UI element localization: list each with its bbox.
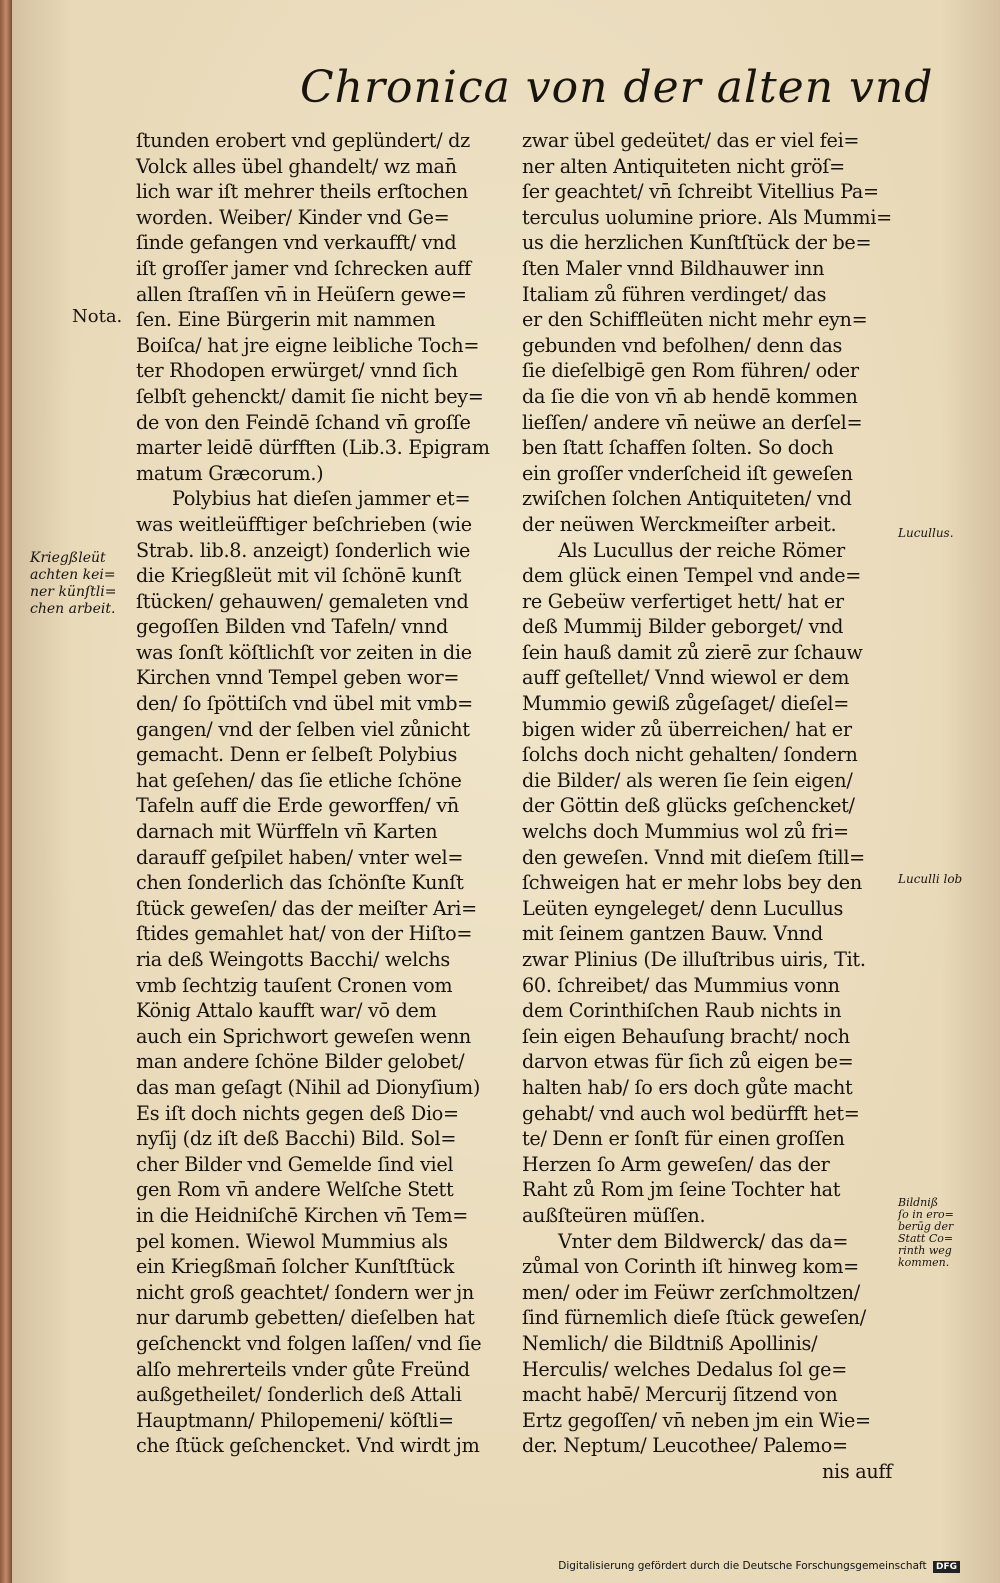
text-line: Leüten eyngeleget/ denn Lucullus <box>522 896 844 920</box>
text-line: ſinde gefangen vnd verkaufft/ vnd <box>136 231 457 255</box>
text-line: Hauptmann/ Philopemeni/ köſtli= <box>136 1408 454 1432</box>
text-line: die Bilder/ als weren ſie ſein eigen/ <box>522 768 853 792</box>
text-line: che ſtück geſchencket. Vnd wirdt jm <box>136 1434 480 1458</box>
text-line: darvon etwas für ſich zů eigen be= <box>522 1050 854 1074</box>
text-line: Italiam zů führen verdinget/ das <box>522 282 827 306</box>
text-line: Volck alles übel ghandelt/ wz man̄ <box>136 154 457 178</box>
text-line: nicht groß geachtet/ ſondern wer jn <box>136 1280 474 1304</box>
text-line: deß Mummij Bilder geborget/ vnd <box>522 615 844 639</box>
text-line: die Kriegßleüt mit vil ſchönē kunſt <box>136 564 462 588</box>
marginal-line: rinth weg <box>898 1244 952 1257</box>
text-line: Vnter dem Bildwerck/ das da= <box>558 1229 849 1253</box>
text-line: Kirchen vnnd Tempel geben wor= <box>136 666 460 690</box>
text-line: außſteüren müſſen. <box>522 1203 706 1227</box>
marginal-line: chen arbeit. <box>30 601 116 617</box>
text-line: iſt groſſer jamer vnd ſchrecken auff <box>136 256 471 280</box>
text-line: gehabt/ vnd auch wol bedürfft het= <box>522 1101 860 1125</box>
page-edge <box>0 0 12 1583</box>
marginal-line: ner künſtli= <box>30 584 117 600</box>
text-line: ſtück geweſen/ das der meiſter Ari= <box>136 896 477 920</box>
marginal-note-kriegsleut <box>30 550 116 618</box>
text-line: den/ ſo ſpöttiſch vnd übel mit vmb= <box>136 692 473 716</box>
text-line: te/ Denn er ſonſt für einen groſſen <box>522 1127 845 1151</box>
text-line: König Attalo kaufft war/ vō dem <box>136 999 437 1023</box>
text-line: nur darumb gebetten/ dieſelben hat <box>136 1306 475 1330</box>
text-line: Mummio gewiß zůgeſaget/ dieſel= <box>522 692 849 716</box>
text-line: chen ſonderlich das ſchönſte Kunſt <box>136 871 464 895</box>
text-line: er den Schiffleüten nicht mehr eyn= <box>522 308 868 332</box>
text-line: ner alten Antiquiteten nicht gröſ= <box>522 154 845 178</box>
digitization-footer <box>558 1560 960 1573</box>
text-line: allen ſtraſſen vn̄ in Heüſern gewe= <box>136 282 467 306</box>
text-line: Strab. lib.8. anzeigt) ſonderlich wie <box>136 538 471 562</box>
text-line: re Gebeüw verfertiget hett/ hat er <box>522 589 844 613</box>
text-line: Herzen ſo Arm geweſen/ das der <box>522 1152 830 1176</box>
text-line: Raht zů Rom jm ſeine Tochter hat <box>522 1178 841 1202</box>
text-line: Boiſca/ hat jre eigne leibliche Toch= <box>136 333 480 357</box>
text-line: außgetheilet/ ſonderlich deß Attali <box>136 1383 462 1407</box>
marginal-line: ſo in ero= <box>898 1208 954 1221</box>
marginal-line: berūg der <box>898 1220 954 1233</box>
text-line: marter leidē dürfften (Lib.3. Epigram <box>136 436 490 460</box>
text-line: ſelbſt gehenckt/ damit ſie nicht bey= <box>136 384 484 408</box>
text-line: der. Neptum/ Leucothee/ Palemo= <box>522 1434 848 1458</box>
text-line: bigen wider zů überreichen/ hat er <box>522 717 852 741</box>
text-line: ſen. Eine Bürgerin mit nammen <box>136 308 436 332</box>
text-line: ſtunden erobert vnd geplündert/ dz <box>136 129 470 152</box>
marginal-note-lucullus: Lucullus. <box>898 526 954 540</box>
text-line: ſie dieſelbigē gen Rom führen/ oder <box>522 359 859 383</box>
marginal-note-nota: Nota. <box>72 306 123 327</box>
text-line: ria deß Weingotts Bacchi/ welchs <box>136 948 450 971</box>
text-line: cher Bilder vnd Gemelde ſind viel <box>136 1152 454 1176</box>
dfg-logo: DFG <box>933 1561 960 1573</box>
text-line: 60. ſchreibet/ das Mummius vonn <box>522 973 840 997</box>
marginal-line: kommen. <box>898 1256 950 1269</box>
text-line: ſolchs doch nicht gehalten/ ſondern <box>522 743 858 767</box>
text-line: gegoſſen Bilden vnd Tafeln/ vnnd <box>136 615 449 639</box>
text-line: hat geſehen/ das ſie etliche ſchöne <box>136 768 462 792</box>
text-line: macht habē/ Mercurij ſitzend von <box>522 1383 838 1407</box>
text-line: ſein eigen Behauſung bracht/ noch <box>522 1024 850 1048</box>
text-line: nyſij (dz iſt deß Bacchi) Bild. Sol= <box>136 1127 457 1151</box>
text-line: da ſie die von vn̄ ab hendē kommen <box>522 384 858 408</box>
text-line: in die Heidniſchē Kirchen vn̄ Tem= <box>136 1203 469 1227</box>
text-line: auff geſtellet/ Vnnd wiewol er dem <box>522 666 850 690</box>
text-line: gebunden vnd befolhen/ denn das <box>522 333 843 357</box>
text-line: was ſonſt köſtlichſt vor zeiten in die <box>136 640 472 664</box>
left-text-column <box>136 128 506 1459</box>
text-line: vmb ſechtzig tauſent Cronen vom <box>136 973 453 997</box>
text-line: us die herzlichen Kunſtſtück der be= <box>522 231 872 255</box>
text-line: nis auff <box>821 1459 892 1483</box>
text-line: alſo mehrerteils vnder gůte Freünd <box>136 1357 470 1381</box>
text-line: Herculis/ welches Dedalus ſol ge= <box>522 1357 847 1381</box>
text-line: ſtücken/ gehauwen/ gemaleten vnd <box>136 589 469 613</box>
text-line: zwar übel gedeütet/ das er viel fei= <box>522 129 860 152</box>
text-line: man andere ſchöne Bilder gelobet/ <box>136 1050 465 1074</box>
text-line: ter Rhodopen erwürget/ vnnd ſich <box>136 359 458 383</box>
text-line: Polybius hat dieſen jammer et= <box>172 487 471 511</box>
text-line: der neüwen Werckmeiſter arbeit. <box>522 512 837 536</box>
text-line: matum Græcorum.) <box>136 461 324 485</box>
text-line: worden. Weiber/ Kinder vnd Ge= <box>136 205 450 229</box>
running-header: Chronica von der alten vnd <box>300 62 934 113</box>
marginal-note-luculli-lob: Luculli lob <box>898 872 963 886</box>
text-line: men/ oder im Feüwr zerſchmoltzen/ <box>522 1280 860 1304</box>
right-text-column <box>522 128 892 1484</box>
text-line: ben ſtatt ſchaffen ſolten. So doch <box>522 436 834 460</box>
text-line: halten hab/ ſo ers doch gůte macht <box>522 1075 853 1099</box>
text-line: darauff geſpilet haben/ vnter wel= <box>136 845 464 869</box>
text-line: ſind fürnemlich dieſe ſtück geweſen/ <box>522 1306 866 1330</box>
marginal-line: Statt Co= <box>898 1232 954 1245</box>
marginal-note-bildniss <box>898 1197 954 1269</box>
text-line: gangen/ vnd der ſelben viel zůnicht <box>136 717 470 741</box>
text-line: was weitleüfftiger beſchrieben (wie <box>136 512 472 536</box>
text-line: ein Kriegßman̄ ſolcher Kunſtſtück <box>136 1255 455 1279</box>
text-line: ſer geachtet/ vn̄ ſchreibt Vitellius Pa= <box>522 180 879 204</box>
text-line: lieſſen/ andere vn̄ neüwe an derſel= <box>522 410 863 434</box>
text-line: ſchweigen hat er mehr lobs bey den <box>522 871 862 895</box>
text-line: pel komen. Wiewol Mummius als <box>136 1229 448 1253</box>
text-line: dem Corinthiſchen Raub nichts in <box>522 999 842 1023</box>
text-line: Es iſt doch nichts gegen deß Dio= <box>136 1101 459 1125</box>
text-line: ſein hauß damit zů zierē zur ſchauw <box>522 640 863 664</box>
text-line: den geweſen. Vnnd mit dieſem ſtill= <box>522 845 865 869</box>
text-line: auch ein Sprichwort geweſen wenn <box>136 1024 471 1048</box>
text-line: welchs doch Mummius wol zů fri= <box>522 820 849 844</box>
text-line: ſtides gemahlet hat/ von der Hiſto= <box>136 922 473 946</box>
text-line: Nemlich/ die Bildtniß Apollinis/ <box>522 1331 818 1355</box>
text-line: lich war iſt mehrer theils erſtochen <box>136 180 468 204</box>
text-line: mit ſeinem gantzen Bauw. Vnnd <box>522 922 823 946</box>
text-line: Als Lucullus der reiche Römer <box>558 538 845 562</box>
text-line: terculus uolumine priore. Als Mummi= <box>522 205 892 229</box>
text-line: ein groſſer vnderſcheid iſt geweſen <box>522 461 853 485</box>
text-line: Tafeln auff die Erde geworffen/ vn̄ <box>136 794 459 818</box>
text-line: ſten Maler vnnd Bildhauwer inn <box>522 256 825 280</box>
text-line: Ertz gegoſſen/ vn̄ neben jm ein Wie= <box>522 1408 871 1432</box>
text-line: zwiſchen ſolchen Antiquiteten/ vnd <box>522 487 852 511</box>
marginal-line: achten kei= <box>30 567 116 583</box>
footer-text: Digitalisierung gefördert durch die Deutsche Forschungsgemeinschaft <box>558 1560 927 1572</box>
text-line: de von den Feindē ſchand vn̄ groſſe <box>136 410 471 434</box>
text-line: darnach mit Würffeln vn̄ Karten <box>136 820 438 844</box>
text-line: das man geſagt (Nihil ad Dionyſium) <box>136 1075 481 1099</box>
text-line: gen Rom vn̄ andere Welſche Stett <box>136 1178 454 1202</box>
text-line: zwar Plinius (De illuſtribus uiris, Tit. <box>522 948 866 971</box>
text-line: gemacht. Denn er ſelbeſt Polybius <box>136 743 457 767</box>
marginal-line: Bildniß <box>898 1196 939 1209</box>
text-line: der Göttin deß glücks geſchencket/ <box>522 794 855 818</box>
text-line: zůmal von Corinth iſt hinweg kom= <box>522 1255 859 1279</box>
marginal-line: Kriegßleüt <box>30 550 106 566</box>
text-line: geſchenckt vnd folgen laſſen/ vnd ſie <box>136 1331 482 1355</box>
text-line: dem glück einen Tempel vnd ande= <box>522 564 862 588</box>
